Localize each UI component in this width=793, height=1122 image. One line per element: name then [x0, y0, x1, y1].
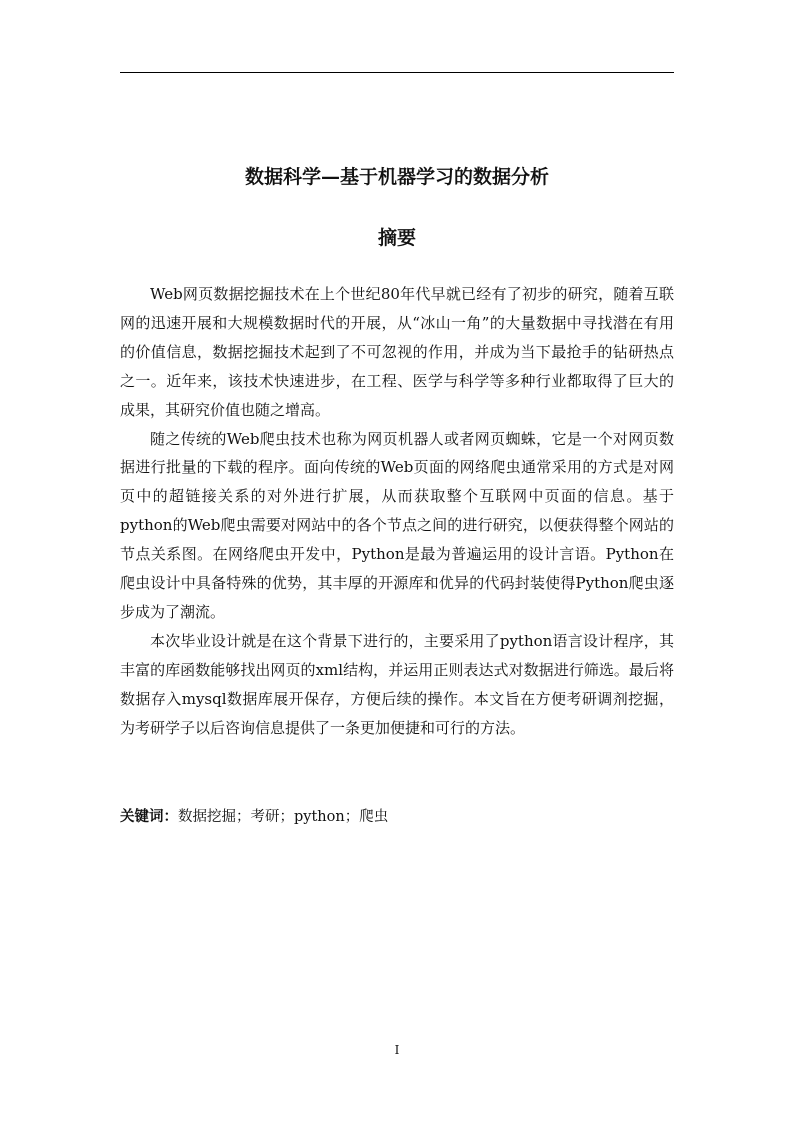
page-number: I: [394, 1043, 400, 1057]
abstract-paragraph-1: Web网页数据挖掘技术在上个世纪80年代早就已经有了初步的研究，随着互联网的迅速开展和大规模数据时代的开展，从“冰山一角”的大量数据中寻找潜在有用的价值信息，数据挖掘技术起到了不可忽视的作用，并成为当下最抢手的钻研热点之一。近年来，该技术快速进步，在工程、医学与科学等多种行业都取得了巨大的成果，其研究价值也随之增高。: [120, 285, 674, 419]
keywords-text: 数据挖掘；考研；python；爬虫: [178, 809, 389, 825]
abstract-paragraph-2: 随之传统的Web爬虫技术也称为网页机器人或者网页蜘蛛，它是一个对网页数据进行批量的下载的程序。面向传统的Web页面的网络爬虫通常采用的方式是对网页中的超链接关系的对外进行扩展，从而获取整个互联网中页面的信息。基于python的Web爬虫需要对网站中的各个节点之间的进行研究，以便获得整个网站的节点关系图。在网络爬虫开发中，Python是最为普遍运用的设计言语。Python在爬虫设计中具备特殊的优势，其丰厚的开源库和优异的代码封装使得Python爬虫逐步成为了潮流。: [120, 429, 674, 621]
header-rule: [120, 72, 674, 73]
document-title: 数据科学—基于机器学习的数据分析: [244, 166, 549, 188]
abstract-paragraph-3: 本次毕业设计就是在这个背景下进行的，主要采用了python语言设计程序，其丰富的库函数能够找出网页的xml结构，并运用正则表达式对数据进行筛选。最后将数据存入mysql数据库展开保存，方便后续的操作。本文旨在方便考研调剂挖掘，为考研学子以后咨询信息提供了一条更加便捷和可行的方法。: [120, 631, 674, 737]
abstract-body: [120, 280, 674, 743]
keywords-label: 关键词：: [120, 808, 178, 825]
abstract-heading: 摘要: [377, 227, 416, 249]
keywords-line: [120, 803, 674, 831]
